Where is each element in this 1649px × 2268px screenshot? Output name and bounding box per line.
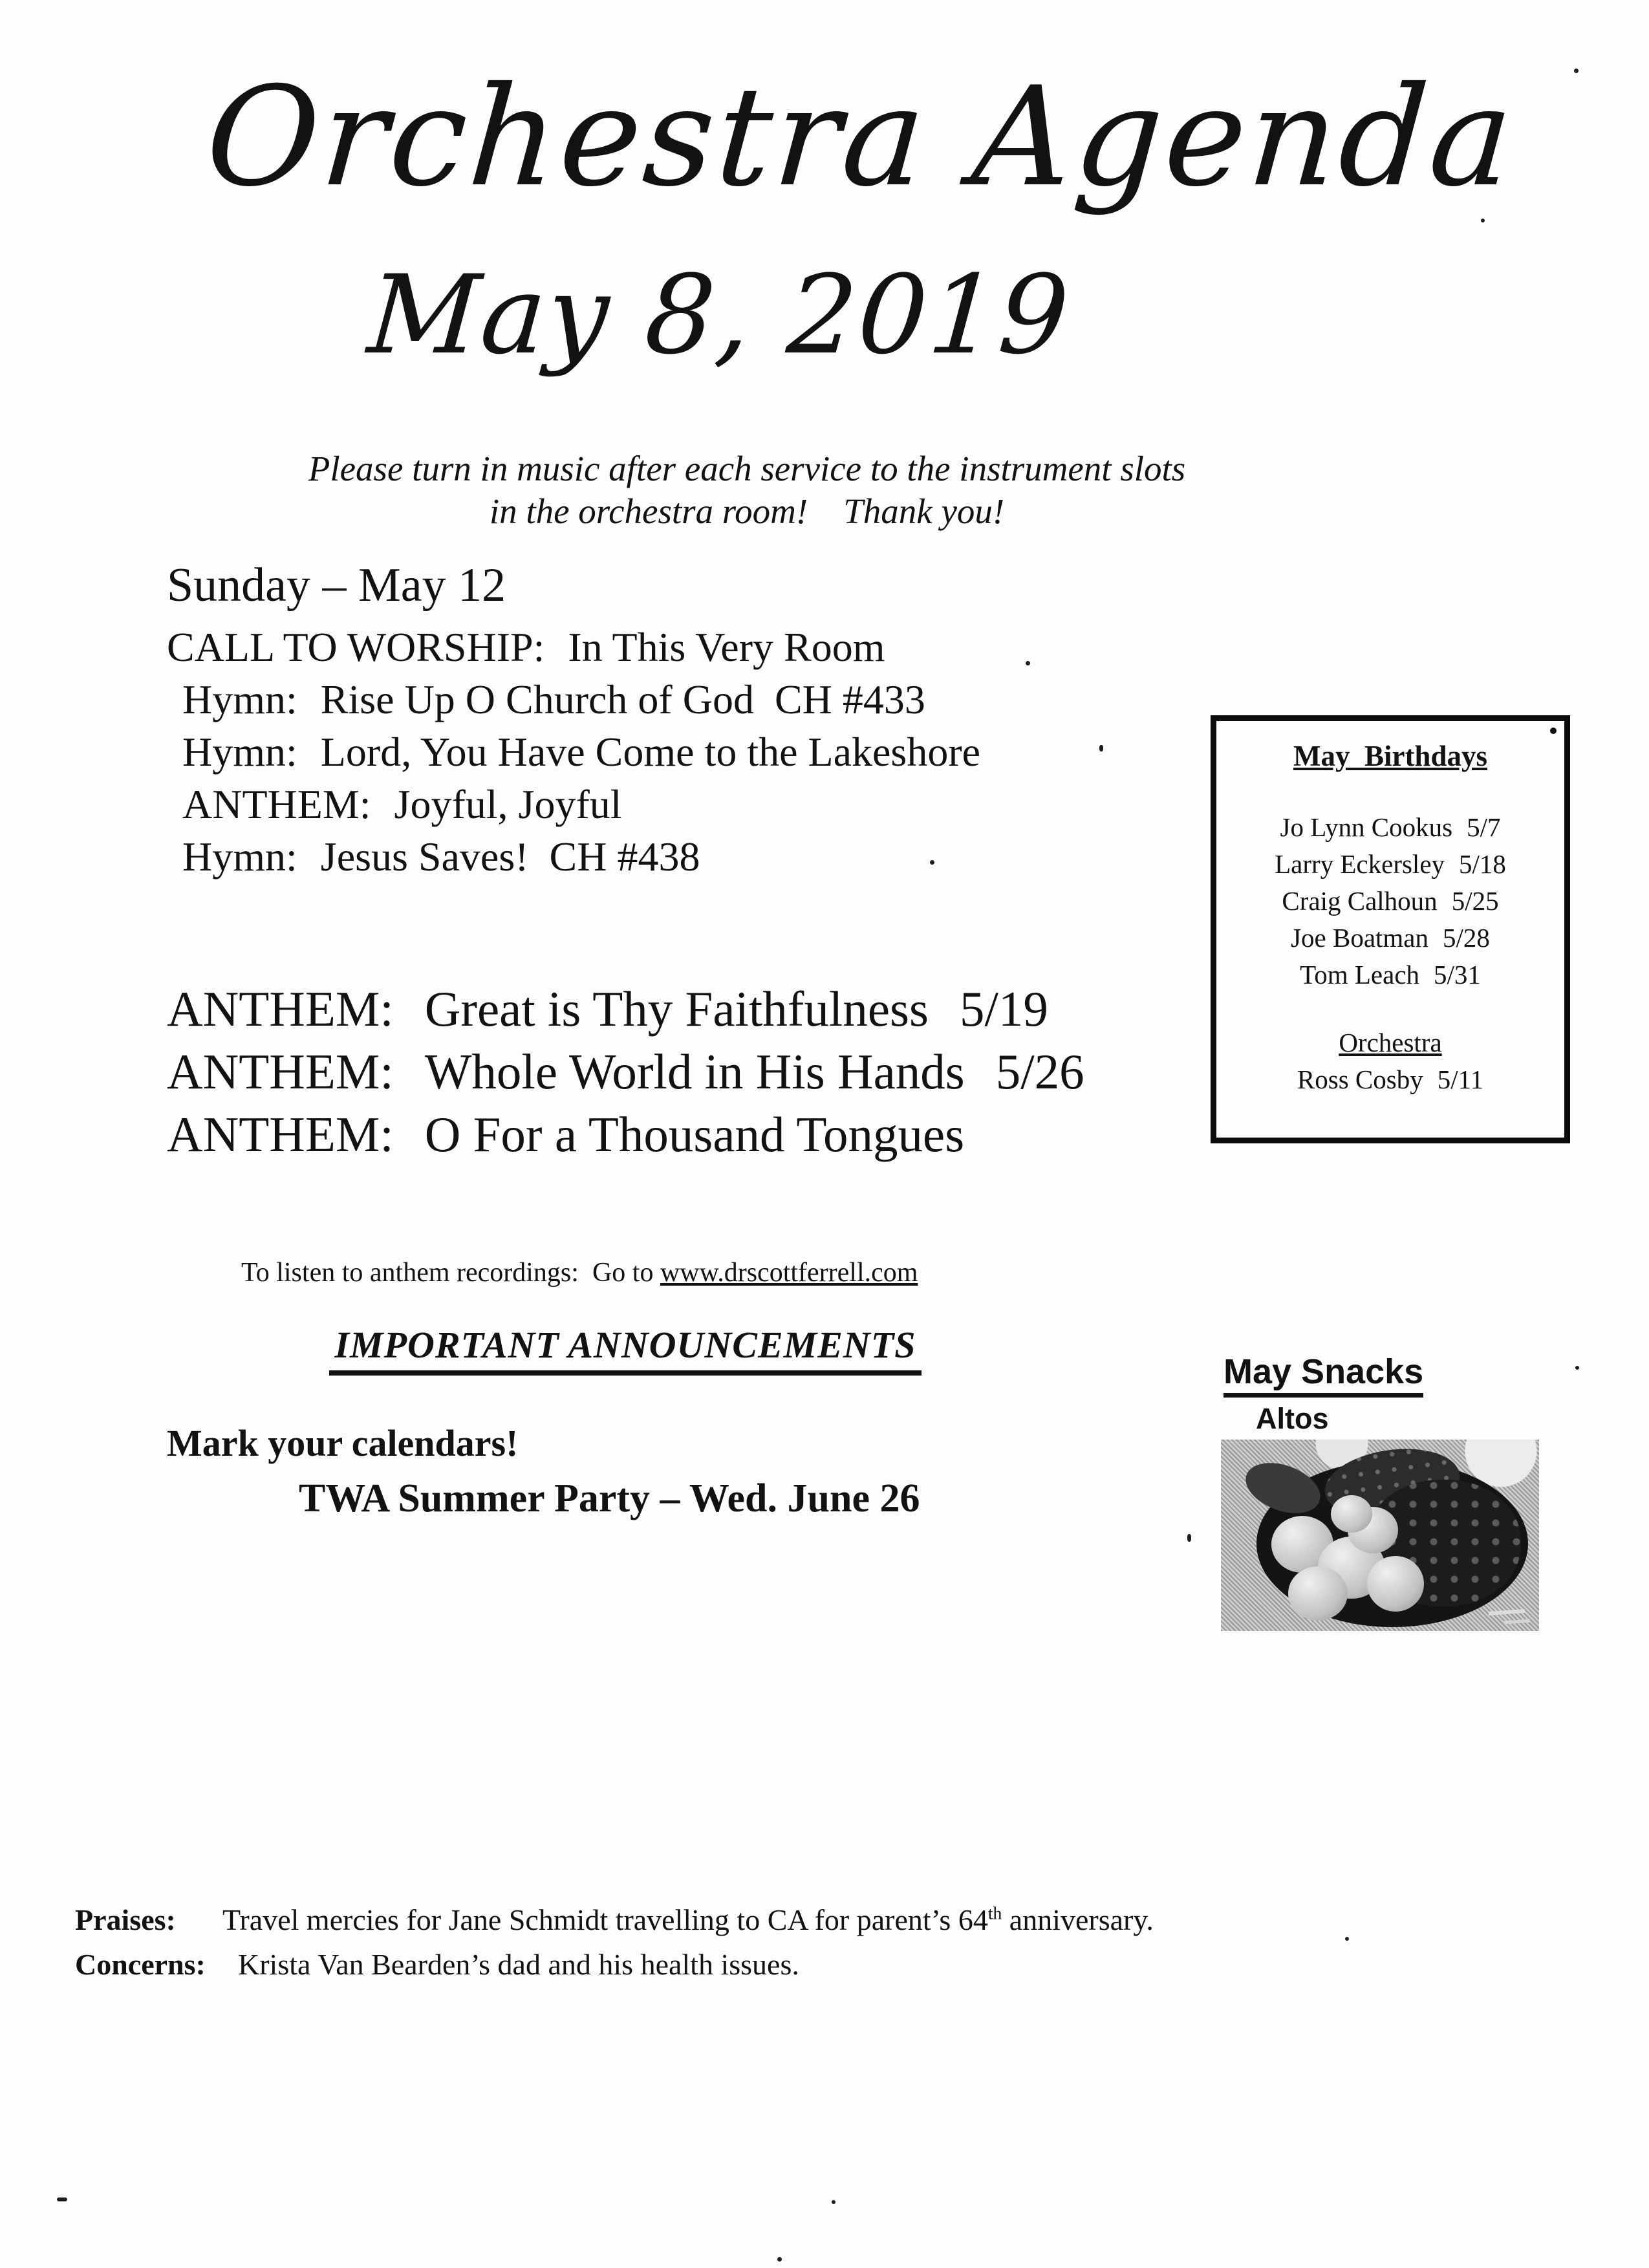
photo-cauliflower	[1288, 1566, 1348, 1621]
anthem-date: 5/26	[995, 1044, 1084, 1099]
praises-ordinal-suffix: th	[987, 1903, 1002, 1923]
birthday-name: Jo Lynn Cookus	[1280, 812, 1453, 842]
birthday-date: 5/7	[1467, 812, 1501, 842]
birthday-date: 5/25	[1451, 886, 1499, 916]
service-item-label: Hymn:	[182, 833, 297, 880]
scan-speck	[1187, 1534, 1191, 1542]
service-item-text: In This Very Room	[568, 623, 885, 670]
birthday-date: 5/11	[1437, 1064, 1484, 1094]
scan-speck	[777, 2257, 782, 2262]
turn-in-notice-line1: Please turn in music after each service to the instrument slots	[308, 449, 1186, 488]
snacks-group-label: Altos	[1256, 1402, 1329, 1435]
service-item-text: Rise Up O Church of God CH #433	[320, 676, 925, 722]
recordings-note-text: To listen to anthem recordings: Go to	[241, 1258, 660, 1288]
birthday-name: Larry Eckersley	[1275, 849, 1445, 879]
turn-in-notice	[0, 448, 1494, 533]
summer-party-line: TWA Summer Party – Wed. June 26	[299, 1476, 920, 1520]
scan-speck	[1481, 219, 1485, 222]
scan-speck	[832, 2200, 835, 2204]
page-title: Orchestra Agenda	[201, 57, 1520, 217]
scan-speck	[1099, 745, 1103, 751]
photo-watermark	[1489, 1609, 1525, 1615]
service-item-text: Joyful, Joyful	[394, 781, 622, 827]
anthem-schedule-item	[167, 1103, 1084, 1166]
snack-platter-photo	[1221, 1440, 1539, 1631]
scan-speck	[930, 860, 934, 865]
scan-speck	[57, 2198, 67, 2201]
calendar-reminder: Mark your calendars!	[167, 1422, 519, 1464]
birthday-name: Craig Calhoun	[1282, 886, 1438, 916]
concerns-text: Krista Van Bearden’s dad and his health issues.	[238, 1948, 799, 1981]
service-item	[167, 673, 980, 726]
service-item	[167, 830, 980, 883]
praises-text-tail: anniversary.	[1002, 1903, 1154, 1936]
birthday-entry	[1216, 956, 1564, 993]
birthday-name: Joe Boatman	[1291, 923, 1429, 953]
service-item-label: Hymn:	[182, 676, 297, 722]
concerns-line	[75, 1942, 1154, 1987]
praises-text: Travel mercies for Jane Schmidt travelling to CA for parent’s 64	[222, 1903, 988, 1936]
praises-label: Praises:	[75, 1903, 176, 1936]
scan-speck	[1026, 661, 1030, 665]
birthdays-list	[1216, 809, 1564, 993]
anthem-title: Whole World in His Hands	[424, 1044, 965, 1099]
anthem-recordings-link[interactable]: www.drscottferrell.com	[660, 1258, 918, 1288]
turn-in-notice-line2: in the orchestra room! Thank you!	[489, 491, 1005, 531]
birthdays-box	[1211, 715, 1570, 1143]
anthem-schedule-section	[167, 978, 1084, 1166]
photo-watermark	[1504, 1619, 1530, 1625]
photo-cauliflower	[1331, 1495, 1372, 1533]
announcements-heading: IMPORTANT ANNOUNCEMENTS	[329, 1323, 921, 1376]
photo-cauliflower	[1367, 1556, 1424, 1612]
anthem-label: ANTHEM:	[167, 1107, 394, 1162]
scan-speck	[1345, 1937, 1349, 1941]
service-heading: Sunday – May 12	[167, 559, 506, 612]
birthday-date: 5/28	[1443, 923, 1490, 953]
service-item	[167, 621, 980, 673]
birthday-date: 5/31	[1434, 960, 1481, 989]
service-item-label: Hymn:	[182, 728, 297, 775]
birthday-date: 5/18	[1459, 849, 1506, 879]
orchestra-heading: Orchestra	[1339, 1028, 1442, 1057]
anthem-schedule-item	[167, 1041, 1084, 1103]
announcements-section	[0, 1323, 1251, 1376]
service-order-section	[167, 560, 980, 883]
birthday-entry	[1216, 809, 1564, 846]
orchestra-birthday-entry	[1216, 1061, 1564, 1098]
anthem-schedule-item	[167, 978, 1084, 1041]
scan-speck	[1575, 1366, 1579, 1370]
praises-line	[75, 1897, 1154, 1942]
service-item-label: ANTHEM:	[182, 781, 371, 827]
anthem-label: ANTHEM:	[167, 1044, 394, 1099]
birthday-entry	[1216, 846, 1564, 883]
birthday-entry	[1216, 883, 1564, 920]
service-item	[167, 726, 980, 778]
birthday-name: Tom Leach	[1300, 960, 1420, 989]
service-item	[167, 778, 980, 830]
concerns-label: Concerns:	[75, 1948, 206, 1981]
anthem-label: ANTHEM:	[167, 981, 394, 1037]
page-date: May 8, 2019	[364, 252, 1074, 378]
service-item-label: CALL TO WORSHIP:	[167, 623, 545, 670]
prayer-section	[75, 1897, 1154, 1987]
scan-dot	[1550, 728, 1557, 734]
birthday-name: Ross Cosby	[1297, 1064, 1423, 1094]
anthem-title: Great is Thy Faithfulness	[424, 981, 929, 1037]
service-item-text: Jesus Saves! CH #438	[320, 833, 700, 880]
birthdays-heading: May Birthdays	[1293, 740, 1487, 772]
anthem-title: O For a Thousand Tongues	[424, 1107, 965, 1162]
recordings-note	[241, 1257, 918, 1288]
birthday-entry	[1216, 920, 1564, 956]
service-item-text: Lord, You Have Come to the Lakeshore	[320, 728, 981, 775]
anthem-date: 5/19	[959, 981, 1048, 1037]
scan-speck	[1574, 69, 1579, 73]
snacks-heading: May Snacks	[1223, 1352, 1423, 1398]
